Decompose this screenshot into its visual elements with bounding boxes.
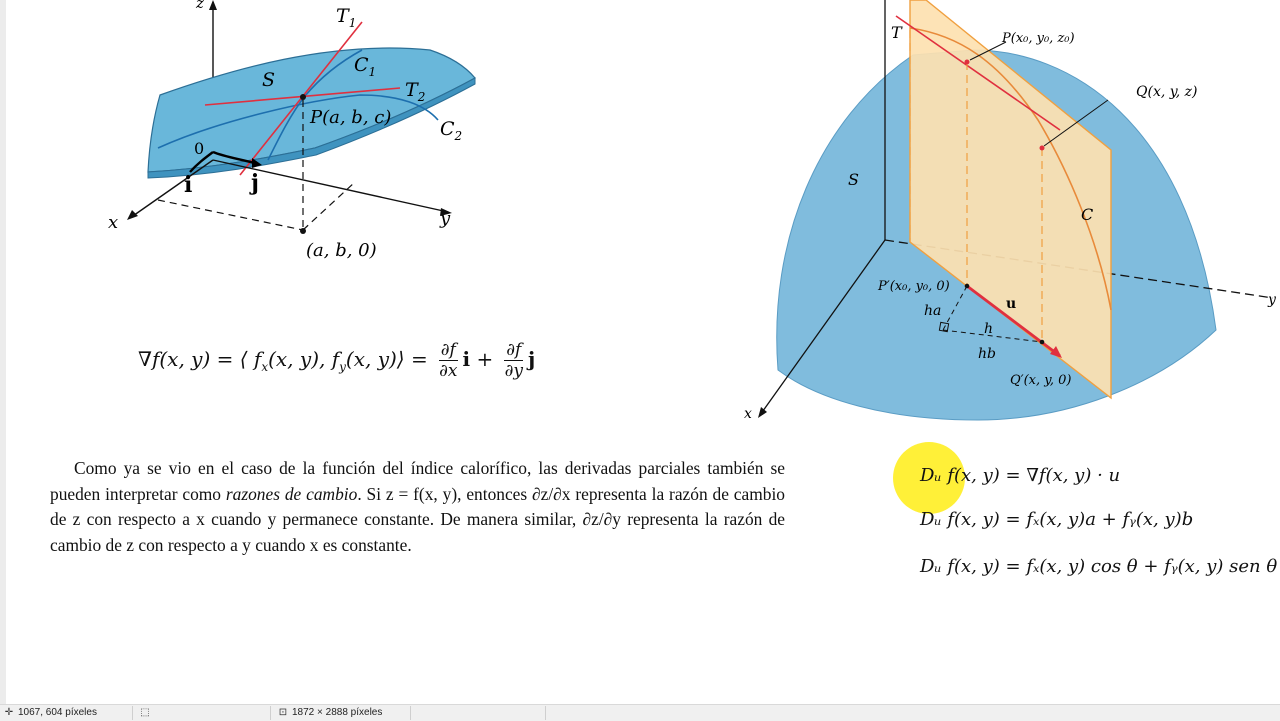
figure-tangent-plane: [100, 0, 500, 270]
point-Qp: [1040, 340, 1045, 345]
label-T2: $T_2$: [405, 79, 426, 104]
status-bar: [0, 704, 1280, 721]
status-separator: [545, 706, 546, 720]
label-Qp: Q′(x, y, 0): [1010, 373, 1072, 388]
image-size-icon: ⊡: [278, 707, 288, 718]
label-j: j: [251, 170, 259, 196]
fraction-df-dy: $\frac{\partial f}{\partial y}$: [504, 340, 523, 381]
body-paragraph: Como ya se vio en el caso de la función del índice calorífico, las derivadas parciales también se pueden interpretar como razones de cambio. Si z = f(x, y), entonces ∂z/∂x representa la razón de cambio de z con respecto a x cuando y permanece constante. De manera similar, ∂z/∂y representa la razón de cambio de z con respecto a y cuando x es constante.: [50, 458, 785, 555]
status-separator: [410, 706, 411, 720]
status-separator: [270, 706, 271, 720]
canvas-left-margin: [0, 0, 6, 704]
label-z: z: [196, 0, 204, 12]
point-base: [300, 228, 306, 234]
fraction-df-dx: $\frac{\partial f}{\partial x}$: [439, 340, 458, 381]
label-x: x: [108, 212, 119, 233]
label-hb: hb: [978, 346, 996, 362]
label-i: i: [184, 172, 193, 198]
formula-dir-deriv-gradient: Dᵤ f(x, y) = ∇f(x, y) · u: [920, 465, 1121, 486]
crosshair-icon: ✛: [4, 707, 14, 718]
label-T1: $T_1$: [336, 5, 357, 30]
label-y: y: [440, 208, 451, 229]
selection-icon: ⬚: [140, 707, 150, 718]
point-Q-right: [1040, 146, 1045, 151]
status-separator: [132, 706, 133, 720]
label-C2: $C_2$: [440, 118, 463, 143]
label-C-right: C: [1081, 205, 1094, 224]
point-P-right: [965, 60, 970, 65]
gradient-definition: ∇f(x, y) = ⟨ $f_x(x$, y), $f_y(x$, y)⟩ = $\frac{\partial f}{\partial x}$ i + $\frac{\partial f}{\partial y}$ j: [138, 340, 536, 381]
point-Pp: [965, 284, 970, 289]
x-axis-arrow-right: [758, 407, 767, 418]
formula-dir-deriv-components: Dᵤ f(x, y) = fₓ(x, y)a + fᵧ(x, y)b: [920, 509, 1194, 530]
label-Pp: P′(x₀, y₀, 0): [878, 279, 950, 294]
label-C1: $C_1$: [354, 54, 377, 79]
label-u: u: [1006, 296, 1017, 312]
figure-directional-derivative: [738, 0, 1280, 430]
image-size: ⊡ 1872 × 2888 píxeles: [278, 707, 383, 718]
formula-dir-deriv-angle: Dᵤ f(x, y) = fₓ(x, y) cos θ + fᵧ(x, y) sen θ: [920, 556, 1278, 577]
label-y-right: y: [1268, 292, 1276, 308]
label-T-right: T: [891, 23, 902, 42]
label-S: S: [262, 69, 276, 91]
z-axis-arrow: [209, 0, 217, 10]
label-ha: ha: [924, 303, 942, 319]
cursor-position: ✛ 1067, 604 píxeles: [4, 707, 97, 718]
label-S-right: S: [848, 170, 859, 189]
label-P: P(a, b, c): [310, 107, 392, 128]
label-base: (a, b, 0): [306, 240, 377, 261]
label-origin: 0: [194, 139, 205, 158]
label-P-right: P(x₀, y₀, z₀): [1002, 31, 1075, 46]
label-x-right: x: [744, 406, 752, 422]
dashed-base-1: [158, 200, 303, 230]
label-Q-right: Q(x, y, z): [1136, 84, 1198, 100]
point-P: [300, 94, 306, 100]
x-axis-arrow: [127, 210, 138, 220]
label-h: h: [984, 321, 994, 337]
selection-size: [140, 707, 154, 719]
dashed-base-2: [303, 182, 355, 230]
